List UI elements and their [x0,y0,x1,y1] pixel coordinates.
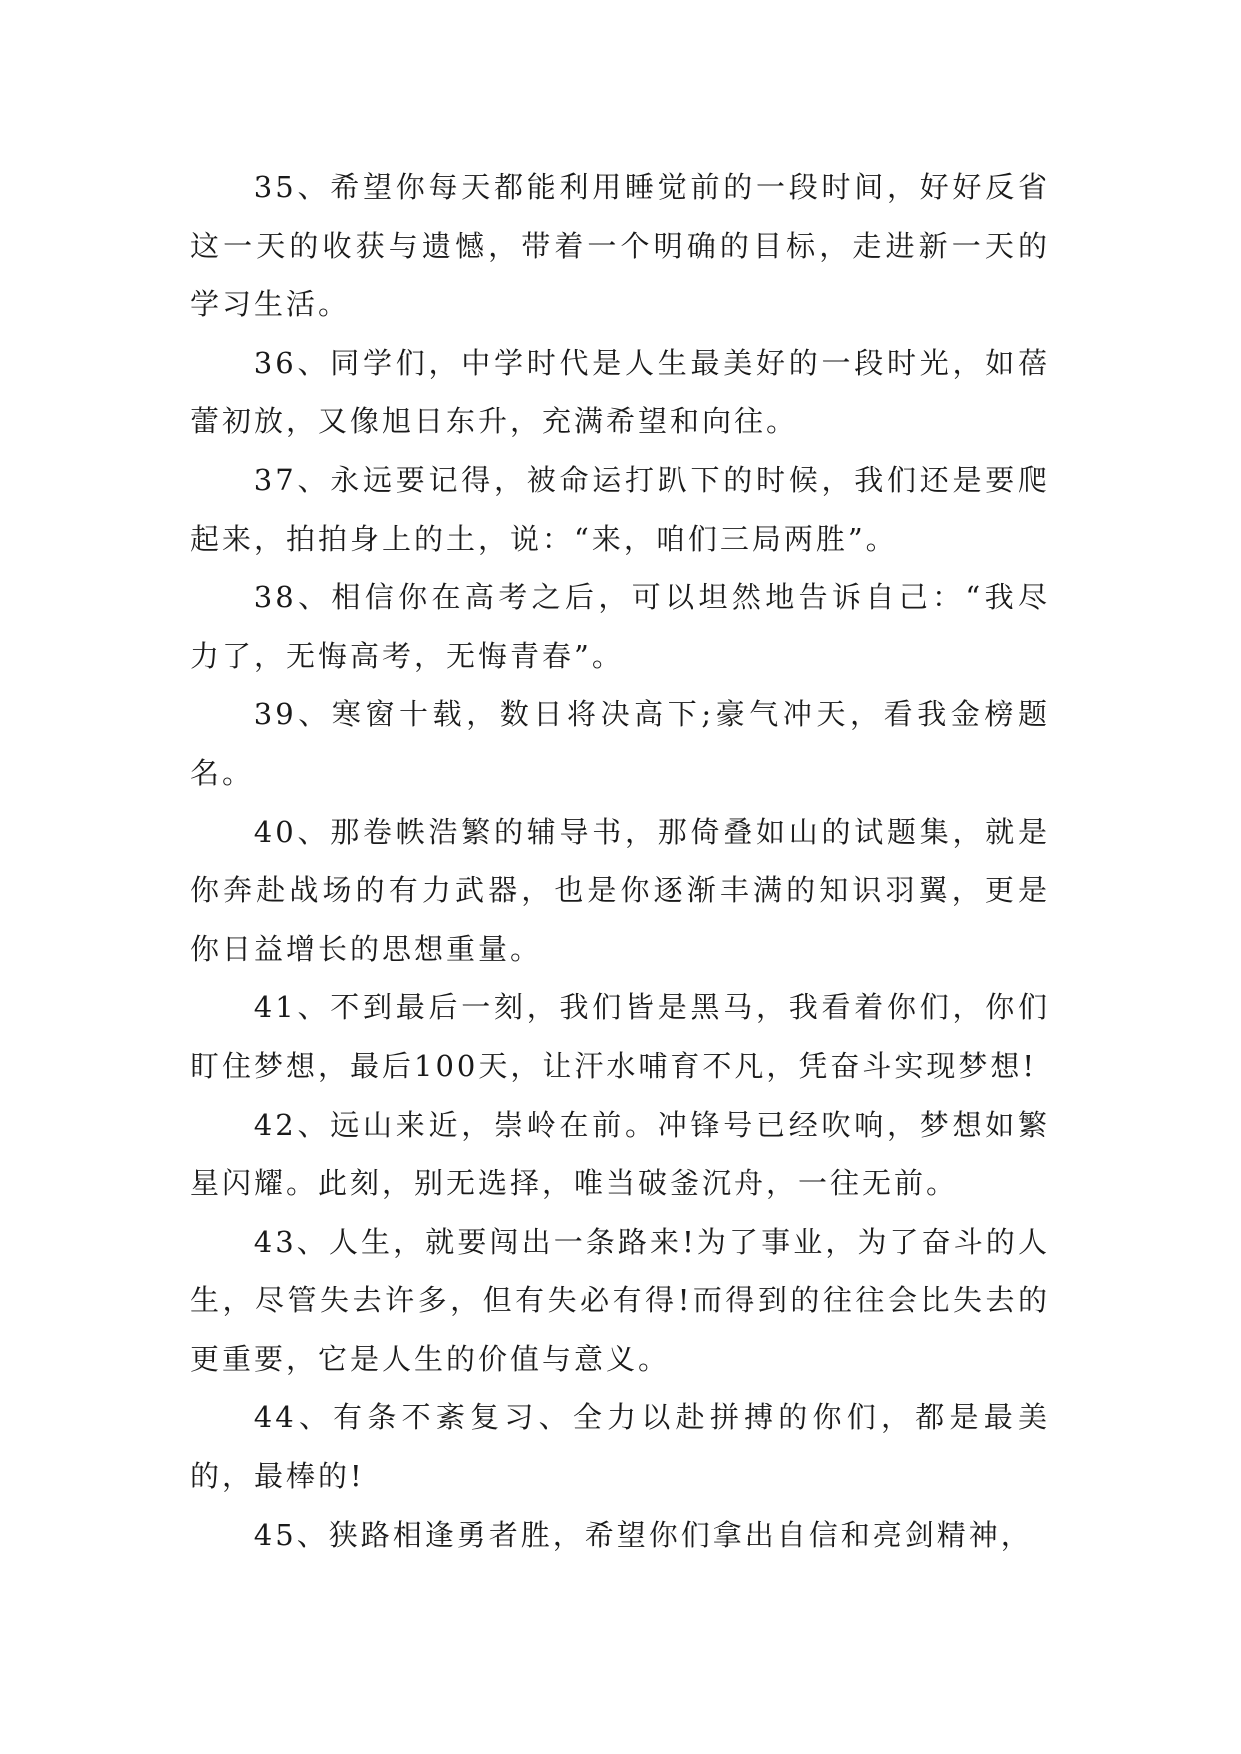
paragraph-39: 39、寒窗十载，数日将决高下;豪气冲天，看我金榜题名。 [190,697,1050,790]
paragraph-37: 37、永远要记得，被命运打趴下的时候，我们还是要爬起来，拍拍身上的土，说：“来，咱们三局两胜”。 [190,462,1050,556]
document-body [190,158,1050,1564]
paragraph-38: 38、相信你在高考之后，可以坦然地告诉自己：“我尽力了，无悔高考，无悔青春”。 [190,580,1050,673]
paragraph-35: 35、希望你每天都能利用睡觉前的一段时间，好好反省这一天的收获与遗憾，带着一个明确的目标，走进新一天的学习生活。 [190,170,1050,322]
paragraph-41: 41、不到最后一刻，我们皆是黑马，我看着你们，你们盯住梦想，最后100天，让汗水哺育不凡，凭奋斗实现梦想! [190,990,1050,1083]
paragraph-36: 36、同学们，中学时代是人生最美好的一段时光，如蓓蕾初放，又像旭日东升，充满希望和向往。 [190,345,1050,439]
paragraph-40: 40、那卷帙浩繁的辅导书，那倚叠如山的试题集，就是你奔赴战场的有力武器，也是你逐渐丰满的知识羽翼，更是你日益增长的思想重量。 [190,814,1050,966]
paragraph-44: 44、有条不紊复习、全力以赴拼搏的你们，都是最美的，最棒的! [190,1400,1050,1494]
paragraph-42: 42、远山来近，崇岭在前。冲锋号已经吹响，梦想如繁星闪耀。此刻，别无选择，唯当破釜沉舟，一往无前。 [190,1107,1050,1201]
paragraph-45: 45、狭路相逢勇者胜，希望你们拿出自信和亮剑精神， [253,1517,1033,1552]
paragraph-43: 43、人生，就要闯出一条路来!为了事业，为了奋斗的人生，尽管失去许多，但有失必有得!而得到的往往会比失去的更重要，它是人生的价值与意义。 [190,1224,1050,1376]
